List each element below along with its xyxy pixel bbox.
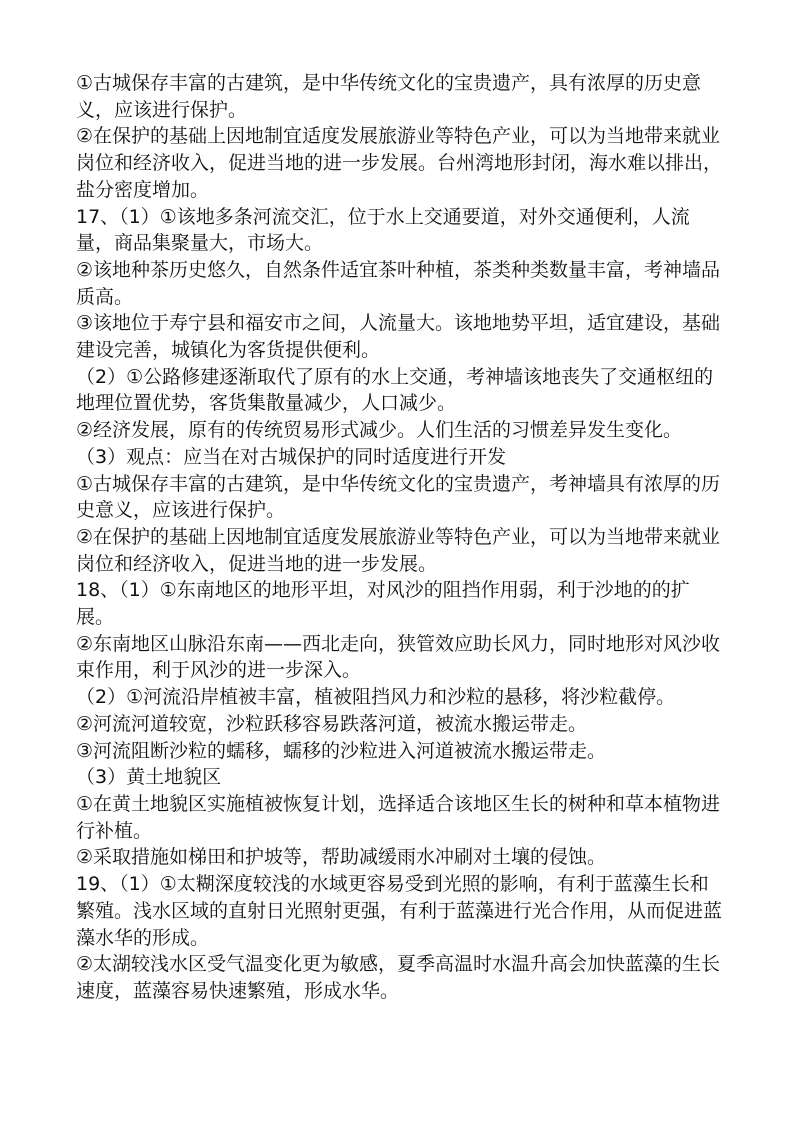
text-line: ①在黄土地貌区实施植被恢复计划，选择适合该地区生长的树种和草本植物进 [76, 792, 721, 815]
text-line: 束作用，利于风沙的进一步深入。 [76, 659, 362, 682]
text-line: ②河流河道较宽，沙粒跃移容易跌落河道，被流水搬运带走。 [76, 712, 588, 735]
text-line: 质高。 [76, 285, 134, 308]
text-line: ②太湖较浅水区受气温变化更为敏感，夏季高温时水温升高会加快蓝藻的生长 [76, 953, 721, 976]
question-17-heading-line: 17、（1）①该地多条河流交汇，位于水上交通要道，对外交通便利，人流 [76, 205, 690, 228]
text-line: 展。 [76, 606, 115, 629]
question-19-heading-line: 19、（1）①太糊深度较浅的水域更容易受到光照的影响，有利于蓝藻生长和 [76, 873, 709, 896]
text-line: ①古城保存丰富的古建筑，是中华传统文化的宝贵遗产，考神墙具有浓厚的历 [76, 472, 721, 495]
text-line: 岗位和经济收入，促进当地的进一步发展。 [76, 552, 438, 575]
text-line: 史意义，应该进行保护。 [76, 499, 286, 522]
text-line: （2）①公路修建逐渐取代了原有的水上交通，考神墙该地丧失了交通枢纽的 [76, 365, 714, 388]
text-line: ②采取措施如梯田和护坡等，帮助减缓雨水冲刷对土壤的侵蚀。 [76, 846, 607, 869]
text-line: ②经济发展，原有的传统贸易形式减少。人们生活的习惯差异发生变化。 [76, 419, 683, 442]
text-line: 建设完善，城镇化为客货提供便利。 [76, 339, 381, 362]
text-line: ①古城保存丰富的古建筑，是中华传统文化的宝贵遗产，具有浓厚的历史意 [76, 72, 702, 94]
question-18-heading-line: 18、（1）①东南地区的地形平坦，对风沙的阻挡作用弱，利于沙地的的扩 [76, 579, 690, 602]
text-line: ②在保护的基础上因地制宜适度发展旅游业等特色产业，可以为当地带来就业 [76, 125, 721, 148]
text-line: 行补植。 [76, 819, 153, 842]
text-line: ②该地种茶历史悠久，自然条件适宜茶叶种植，茶类种类数量丰富，考神墙品 [76, 258, 721, 281]
text-line: 繁殖。浅水区域的直射日光照射更强，有利于蓝藻进行光合作用，从而促进蓝 [76, 899, 723, 922]
text-line: （3）观点：应当在对古城保护的同时适度进行开发 [76, 445, 507, 468]
text-line: ③河流阻断沙粒的蠕移，蠕移的沙粒进入河道被流水搬运带走。 [76, 739, 607, 762]
text-line: ③该地位于寿宁县和福安市之间，人流量大。该地地势平坦，适宜建设，基础 [76, 312, 721, 335]
text-line: ②在保护的基础上因地制宜适度发展旅游业等特色产业，可以为当地带来就业 [76, 525, 721, 548]
text-line: 藻水华的形成。 [76, 926, 210, 949]
text-line: 义，应该进行保护。 [76, 98, 248, 121]
text-line: 岗位和经济收入，促进当地的进一步发展。台州湾地形封闭，海水难以排出， [76, 152, 723, 175]
text-line: （2）①河流沿岸植被丰富，植被阻挡风力和沙粒的悬移，将沙粒截停。 [76, 686, 676, 709]
text-line: 量，商品集聚量大，市场大。 [76, 232, 324, 255]
text-line: 地理位置优势，客货集散量减少，人口减少。 [76, 392, 457, 415]
text-line: 速度，蓝藻容易快速繁殖，形成水华。 [76, 979, 400, 1002]
text-line: ②东南地区山脉沿东南——西北走向，狭管效应助长风力，同时地形对风沙收 [76, 632, 721, 655]
text-line: （3）黄土地貌区 [76, 766, 222, 789]
text-line: 盐分密度增加。 [76, 178, 210, 201]
